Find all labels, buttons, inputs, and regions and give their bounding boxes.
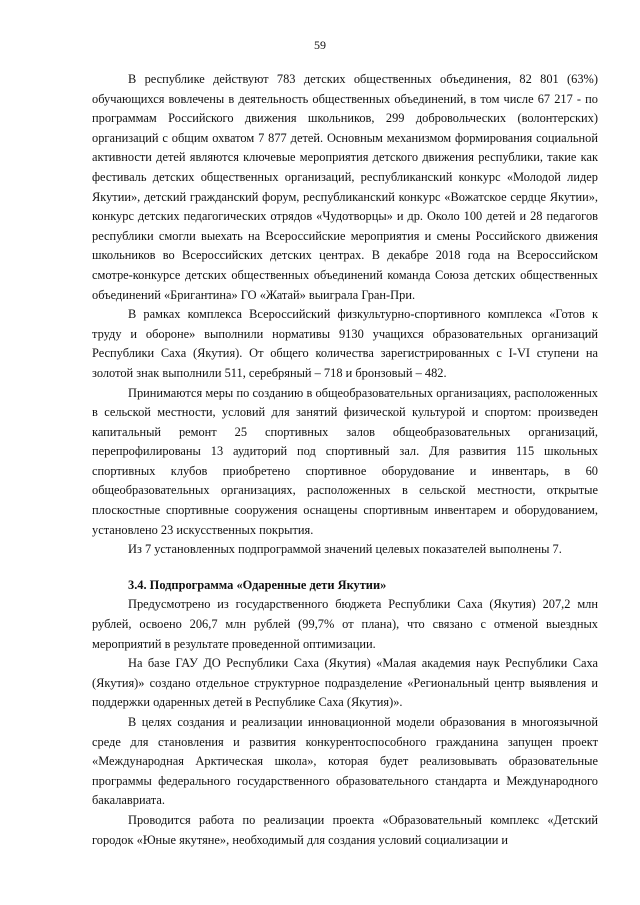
document-body [92,70,598,850]
paragraph-rural-sports: Принимаются меры по созданию в общеобразовательных организациях, расположенных в сельской местности, условий для занятий физической культурой и спортом: произведен капитальный ремонт 25 спортивных залов общеобразовательных организаций, перепрофилированы 13 аудиторий под спортивный зал. Для развития 115 школьных спортивных клубов приобретено спортивное оборудование и инвентарь, в 60 общеобразовательных организациях, расположенных в сельской местности, открытые плоскостные спортивные сооружения оснащены спортивным инвентарем и оборудованием, установлено 23 искусственных покрытия. [92,385,598,537]
paragraph-target-indicators: Из 7 установленных подпрограммой значений целевых показателей выполнены 7. [128,542,562,557]
section-heading-gifted-children: 3.4. Подпрограмма «Одаренные дети Якутии» [128,577,387,592]
paragraph-budget: Предусмотрено из государственного бюджета Республики Саха (Якутия) 207,2 млн рублей, освоено 206,7 млн рублей (99,7% от плана), что связано с отменой выездных мероприятий в результате проведенной оптимизации. [92,597,598,651]
paragraph-small-academy: На базе ГАУ ДО Республики Саха (Якутия) «Малая академия наук Республики Саха (Якутия)» создано отдельное структурное подразделение «Региональный центр выявления и поддержки одаренных детей в Республике Саха (Якутия)». [92,656,598,710]
page-number: 59 [314,38,326,52]
paragraph-young-yakutians: Проводится работа по реализации проекта «Образовательный комплекс «Детский городок «Юные якутяне», необходимый для создания условий социализации и [92,812,598,847]
paragraph-children-associations: В республике действуют 783 детских общественных объединения, 82 801 (63%) обучающихся вовлечены в деятельность общественных объединений, в том числе 67 217 - по программам Российского движения школьников, 299 добровольческих (волонтерских) организаций с общим охватом 7 877 детей. Основным механизмом формирования социальной активности детей являются ключевые мероприятия детского движения республики, такие как фестиваль детских общественных организаций, республиканский конкурс «Молодой лидер Якутии», детский гражданский форум, республиканский конкурс «Вожатское сердце Якутии», конкурс детских педагогических отрядов «Чудотворцы» и др. Около 100 детей и 28 педагогов республики смогли выехать на Всероссийские мероприятия и смены Российского движения школьников во Всероссийских детских центрах. В декабре 2018 года на Всероссийском смотре-конкурсе детских общественных объединений команда Союза детских общественных объединений «Бригантина» ГО «Жатай» выиграла Гран-При. [92,72,598,302]
paragraph-gto-complex: В рамках комплекса Всероссийский физкультурно-спортивного комплекса «Готов к труду и обороне» выполнили нормативы 9130 учащихся образовательных организаций Республики Саха (Якутия). От общего количества зарегистрированных с I-VI ступени на золотой знак выполнили 511, серебряный – 718 и бронзовый – 482. [92,307,598,380]
paragraph-arctic-school: В целях создания и реализации инновационной модели образования в многоязычной среде для становления и развития конкурентоспособного гражданина запущен проект «Международная Арктическая школа», которая будет реализовывать образовательные программы федерального государственного образовательного стандарта и Международного бакалавриата. [92,715,598,808]
